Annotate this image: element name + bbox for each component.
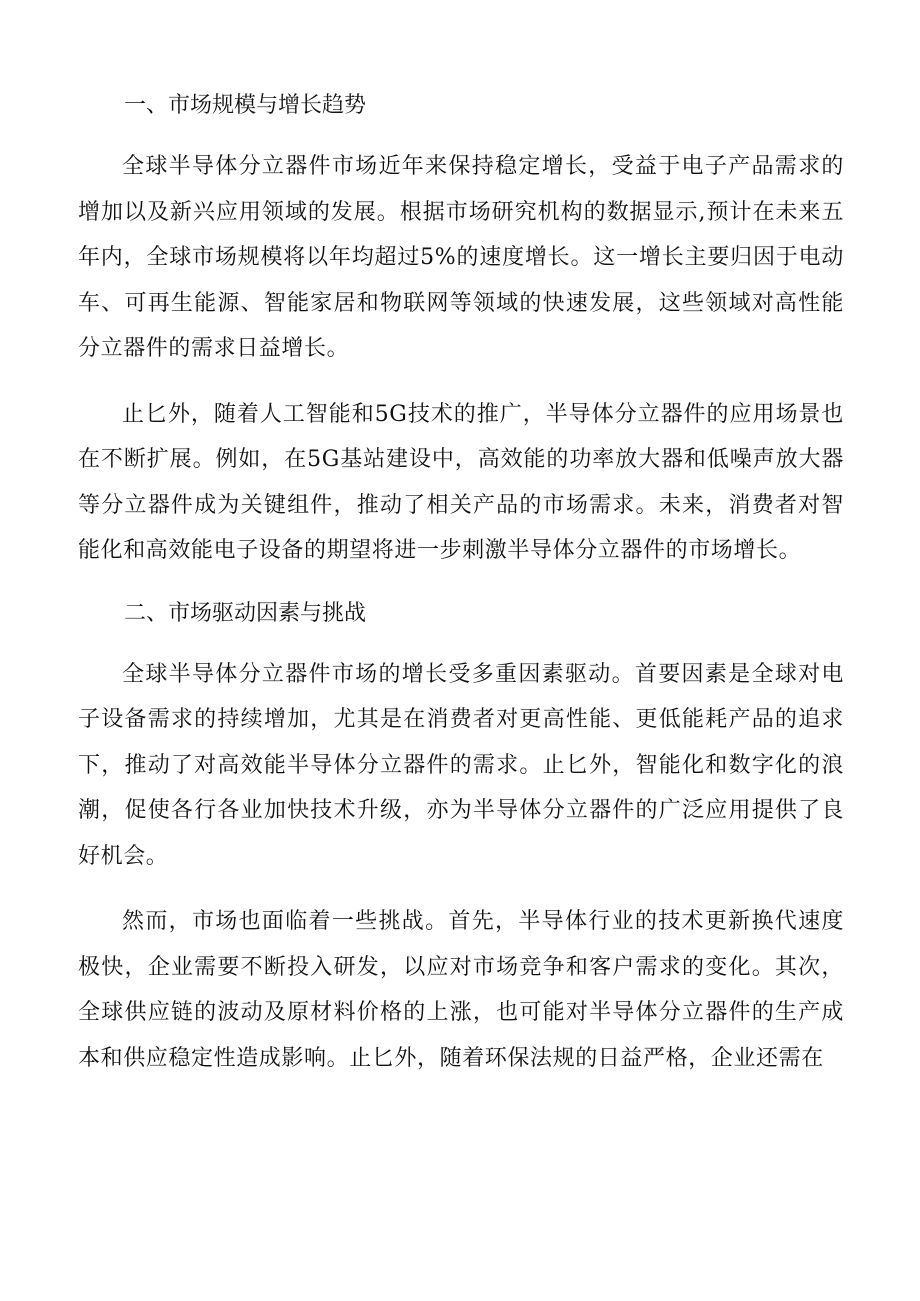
paragraph-ai-5g: 止匕外，随着人工智能和5G技术的推广，半导体分立器件的应用场景也在不断扩展。例如，在5G基站建设中，高效能的功率放大器和低噪声放大器等分立器件成为关键组件，推动了相关产品的市场需求。未来，消费者对智能化和高效能电子设备的期望将进一步刺激半导体分立器件的市场增长。 bbox=[78, 401, 844, 563]
document-body bbox=[78, 86, 844, 1081]
section-heading-market-scale: 一、市场规模与增长趋势 bbox=[124, 93, 367, 118]
paragraph-market-growth: 全球半导体分立器件市场近年来保持稳定增长，受益于电子产品需求的增加以及新兴应用领域的发展。根据市场研究机构的数据显示,预计在未来五年内，全球市场规模将以年均超过5%的速度增长。这一增长主要归因于电动车、可再生能源、智能家居和物联网等领域的快速发展，这些领域对高性能分立器件的需求日益增长。 bbox=[78, 154, 844, 361]
section-heading-drivers-challenges: 二、市场驱动因素与挑战 bbox=[124, 600, 367, 626]
paragraph-drivers: 全球半导体分立器件市场的增长受多重因素驱动。首要因素是全球对电子设备需求的持续增加，尤其是在消费者对更高性能、更低能耗产品的追求下，推动了对高效能半导体分立器件的需求。止匕外，智能化和数字化的浪潮，促使各行各业加快技术升级，亦为半导体分立器件的广泛应用提供了良好机会。 bbox=[78, 661, 844, 869]
paragraph-challenges: 然而，市场也面临着一些挑战。首先，半导体行业的技术更新换代速度极快，企业需要不断投入研发，以应对市场竞争和客户需求的变化。其次，全球供应链的波动及原材料价格的上涨，也可能对半导体分立器件的生产成本和供应稳定性造成影响。止匕外，随着环保法规的日益严格，企业还需在 bbox=[78, 909, 844, 1071]
